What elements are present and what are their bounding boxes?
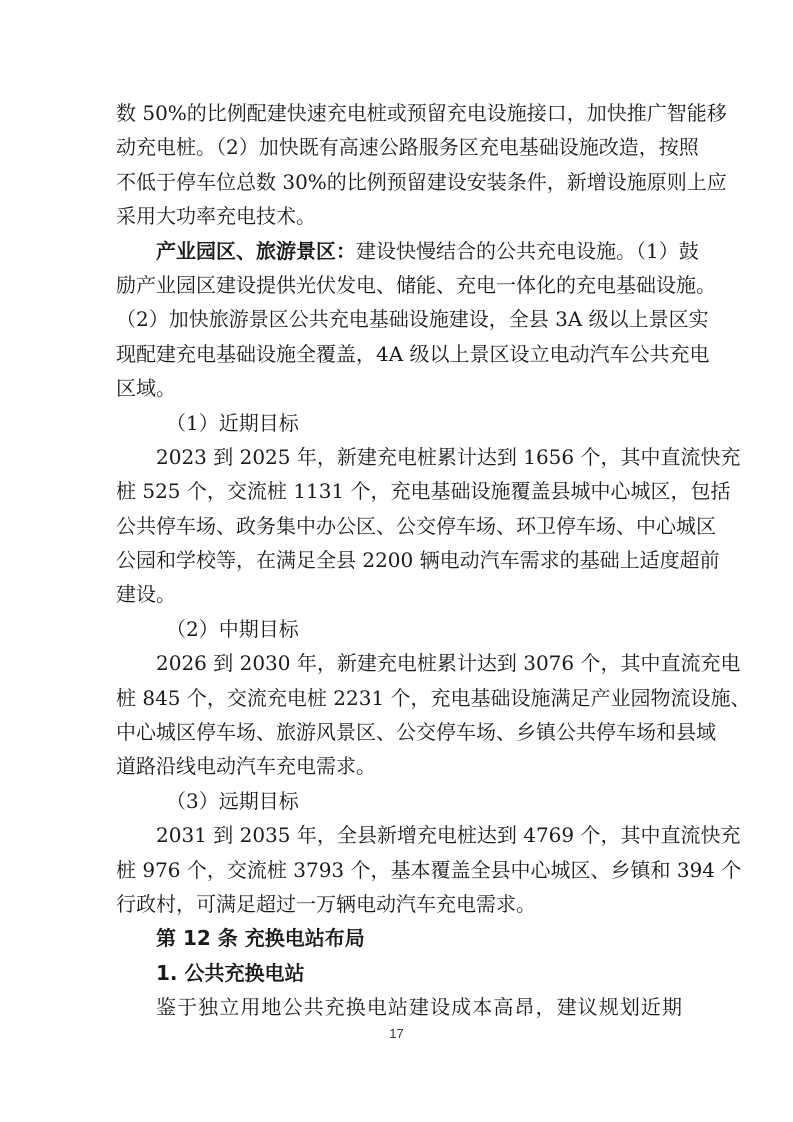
text-line: 不低于停车位总数 30%的比例预留建设安装条件，新增设施原则上应 [116, 169, 727, 194]
page-number: 17 [389, 1026, 404, 1041]
paragraph-lead-heading: 产业园区、旅游景区： [156, 238, 356, 263]
text-line: 公园和学校等，在满足全县 2200 辆电动汽车需求的基础上适度超前 [116, 548, 720, 573]
text-line: 2026 到 2030 年，新建充电桩累计达到 3076 个，其中直流充电 [156, 651, 741, 676]
text-line: 行政村，可满足超过一万辆电动汽车充电需求。 [116, 891, 536, 916]
text-line: 现配建充电基础设施全覆盖，4A 级以上景区设立电动汽车公共充电 [116, 341, 710, 366]
text-line: 桩 525 个，交流桩 1131 个，充电基础设施覆盖县城中心城区，包括 [116, 479, 731, 504]
subheading-long-term: （3）远期目标 [166, 788, 299, 813]
paragraph-mid-term [116, 646, 751, 784]
text-line: 鉴于独立用地公共充换电站建设成本高昂，建议规划近期 [156, 995, 682, 1020]
section-heading: 1. 公共充换电站 [156, 960, 305, 985]
text-line: 动充电桩。（2）加快既有高速公路服务区充电基础设施改造，按照 [116, 135, 699, 160]
paragraph-highway [116, 96, 727, 234]
text-line: 数 50%的比例配建快速充电桩或预留充电设施接口，加快推广智能移 [116, 101, 727, 125]
text-line [116, 234, 699, 268]
text-line: 2031 到 2035 年，全县新增充电桩达到 4769 个，其中直流快充 [156, 823, 741, 848]
paragraph-lead-text: 建设快慢结合的公共充电设施。（1）鼓 [356, 238, 699, 263]
text-line: 2023 到 2025 年，新建充电桩累计达到 1656 个，其中直流快充 [156, 444, 741, 469]
text-line: 中心城区停车场、旅游风景区、公交停车场、乡镇公共停车场和县域 [116, 720, 716, 745]
text-line: 励产业园区建设提供光伏发电、储能、充电一体化的充电基础设施。 [116, 272, 716, 297]
text-line: 道路沿线电动汽车充电需求。 [116, 754, 376, 779]
text-line: 建设。 [116, 582, 176, 607]
text-line: （2）加快旅游景区公共充电基础设施建设，全县 3A 级以上景区实 [116, 307, 709, 332]
text-line: 区域。 [116, 376, 176, 401]
article-heading: 第 12 条 充换电站布局 [156, 926, 365, 951]
subheading-near-term: （1）近期目标 [166, 410, 299, 435]
paragraph-industrial-tourism [116, 234, 716, 406]
paragraph-near-term [116, 440, 741, 612]
text-line: 采用大功率充电技术。 [116, 204, 316, 229]
text-line: 桩 976 个，交流桩 3793 个，基本覆盖全县中心城区、乡镇和 394 个 [116, 857, 742, 882]
text-line: 公共停车场、政务集中办公区、公交停车场、环卫停车场、中心城区 [116, 513, 716, 538]
subheading-mid-term: （2）中期目标 [166, 616, 299, 641]
paragraph-long-term [116, 818, 742, 921]
text-line: 桩 845 个，交流充电桩 2231 个，充电基础设施满足产业园物流设施、 [116, 685, 751, 710]
document-body [116, 96, 751, 1025]
